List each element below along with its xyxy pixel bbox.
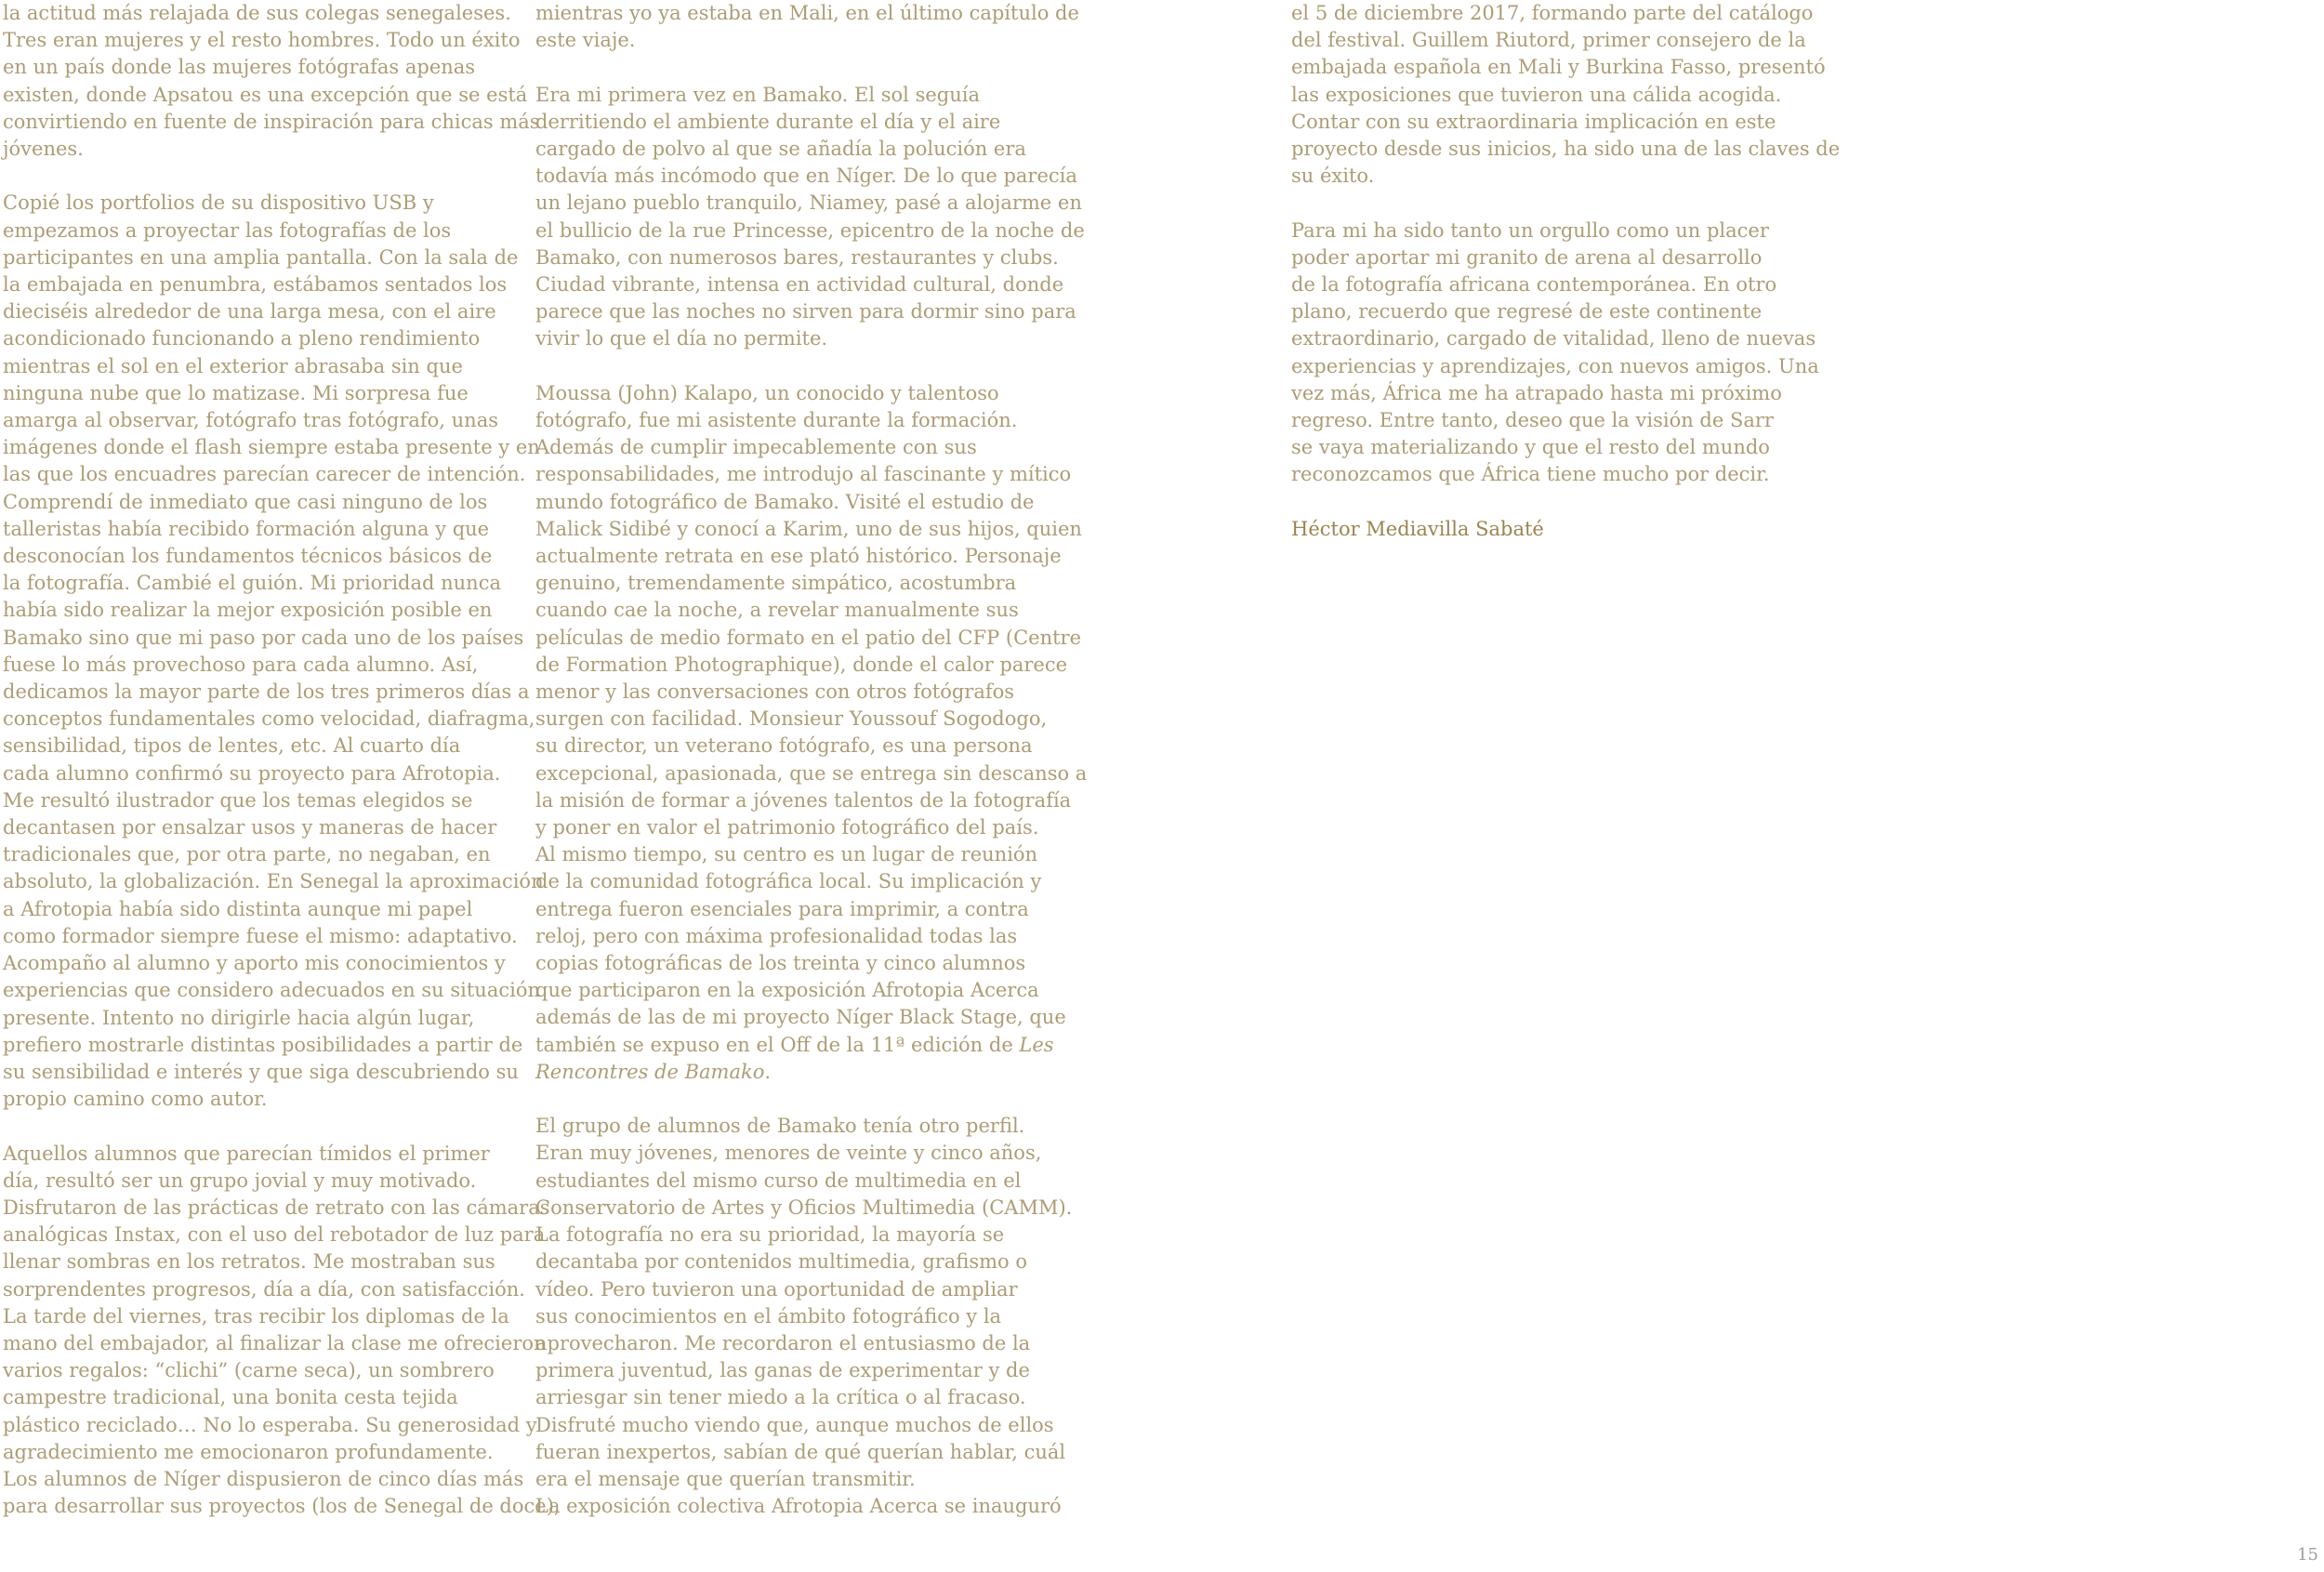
text-line: Ciudad vibrante, intensa en actividad cultural, donde (535, 273, 1064, 297)
text-line: parece que las noches no sirven para dormir sino para (535, 300, 1076, 324)
text-line: era el mensaje que querían transmitir. (535, 1467, 916, 1490)
text-line: ninguna nube que lo matizase. Mi sorpresa fue (3, 381, 469, 404)
text-line: Al mismo tiempo, su centro es un lugar de reunión (535, 843, 1038, 866)
text-line: decantaba por contenidos multimedia, grafismo o (535, 1250, 1027, 1274)
author-signature: Héctor Mediavilla Sabaté (1291, 517, 1544, 540)
text-line: Copié los portfolios de su dispositivo USB y (3, 192, 434, 215)
text-line: La exposición colectiva Afrotopia Acerca se inauguró (535, 1495, 1062, 1518)
text-line: genuino, tremendamente simpático, acostumbra (535, 572, 1017, 595)
text-line: experiencias y aprendizajes, con nuevos amigos. Una (1291, 354, 1819, 377)
text-line: analógicas Instax, con el uso del rebotador de luz para (3, 1223, 546, 1247)
text-line: sus conocimientos en el ámbito fotográfico y la (535, 1304, 1002, 1328)
text-line: talleristas había recibido formación alguna y que (3, 517, 490, 540)
text-line: agradecimiento me emocionaron profundamente. (3, 1440, 494, 1463)
text-line: menor y las conversaciones con otros fotógrafos (535, 680, 1015, 704)
text-line: la fotografía. Cambié el guión. Mi prioridad nunca (3, 572, 501, 595)
text-line: todavía más incómodo que en Níger. De lo que parecía (535, 165, 1077, 188)
text-line: regreso. Entre tanto, deseo que la visión de Sarr (1291, 409, 1774, 432)
text-line: había sido realizar la mejor exposición posible en (3, 599, 493, 622)
text-line: cada alumno confirmó su proyecto para Afrotopia. (3, 761, 501, 785)
text-line: mientras yo ya estaba en Mali, en el último capítulo de (535, 2, 1079, 24)
text-line: este viaje. (535, 29, 636, 52)
text-line: aprovecharon. Me recordaron el entusiasmo de la (535, 1331, 1031, 1354)
text-line: Acompaño al alumno y aporto mis conocimientos y (3, 952, 506, 975)
text-line: para desarrollar sus proyectos (los de Senegal de doce), (3, 1495, 561, 1518)
text-line: Los alumnos de Níger dispusieron de cinco días más (3, 1467, 524, 1490)
text-line: Eran muy jóvenes, menores de veinte y cinco años, (535, 1142, 1042, 1165)
text-line: existen, donde Apsatou es una excepción que se está (3, 83, 528, 106)
text-line: fotógrafo, fue mi asistente durante la formación. (535, 409, 1018, 432)
text-line: las exposiciones que tuvieron una cálida acogida. (1291, 83, 1782, 106)
paragraph (1291, 0, 1841, 190)
text-line: propio camino como autor. (3, 1088, 268, 1111)
paragraph (535, 0, 1079, 54)
paragraph (1291, 218, 1819, 489)
text-line: plástico reciclado… No lo esperaba. Su generosidad y (3, 1413, 537, 1436)
text-line: vídeo. Pero tuvieron una oportunidad de ampliar (535, 1277, 1018, 1301)
text-line: películas de medio formato en el patio del CFP (Centre (535, 626, 1081, 649)
text-line: proyecto desde sus inicios, ha sido una de las claves de (1291, 138, 1841, 161)
text-line: Contar con su extraordinaria implicación en este (1291, 110, 1776, 133)
text-line: responsabilidades, me introdujo al fascinante y mítico (535, 463, 1072, 486)
text-line: su director, un veterano fotógrafo, es una persona (535, 734, 1033, 758)
text-line: mundo fotográfico de Bamako. Visité el estudio de (535, 490, 1035, 513)
text-line: Bamako, con numerosos bares, restaurantes y clubs. (535, 245, 1059, 269)
text-line: Rencontres de Bamako. (535, 1060, 772, 1083)
text-line: Además de cumplir impecablemente con sus (535, 436, 977, 459)
text-line: Disfruté mucho viendo que, aunque muchos de ellos (535, 1413, 1054, 1436)
text-line: se vaya materializando y que el resto del mundo (1291, 436, 1770, 459)
paragraph (3, 190, 544, 1113)
text-line: que participaron en la exposición Afrotopia Acerca (535, 979, 1039, 1002)
text-line: Aquellos alumnos que parecían tímidos el primer (3, 1142, 490, 1165)
paragraph (535, 380, 1088, 1086)
text-line: decantasen por ensalzar usos y maneras de hacer (3, 816, 497, 839)
text-line: un lejano pueblo tranquilo, Niamey, pasé a alojarme en (535, 192, 1082, 215)
paragraph (3, 1141, 561, 1521)
text-line: la actitud más relajada de sus colegas senegaleses. (3, 2, 511, 24)
text-line: acondicionado funcionando a pleno rendimiento (3, 327, 481, 350)
text-line: tradicionales que, por otra parte, no negaban, en (3, 843, 491, 866)
page-number: 15 (2297, 1545, 2318, 1565)
text-line: además de las de mi proyecto Níger Black Stage, que (535, 1006, 1066, 1029)
text-line: Bamako sino que mi paso por cada uno de los países (3, 626, 524, 649)
text-line: empezamos a proyectar las fotografías de los (3, 218, 452, 242)
text-line: actualmente retrata en ese plató histórico. Personaje (535, 545, 1062, 568)
text-line: el bullicio de la rue Princesse, epicentro de la noche de (535, 218, 1085, 242)
text-line: su éxito. (1291, 165, 1375, 188)
paragraph (535, 1113, 1073, 1520)
text-line: poder aportar mi granito de arena al desarrollo (1291, 245, 1763, 269)
text-line: día, resultó ser un grupo jovial y muy motivado. (3, 1169, 477, 1192)
text-line: sorprendentes progresos, día a día, con satisfacción. (3, 1277, 525, 1301)
text-line: reloj, pero con máxima profesionalidad todas las (535, 924, 1018, 947)
text-line: surgen con facilidad. Monsieur Youssouf Sogodogo, (535, 707, 1048, 731)
text-line: fueran inexpertos, sabían de qué querían hablar, cuál (535, 1440, 1066, 1463)
text-line: excepcional, apasionada, que se entrega sin descanso a (535, 761, 1088, 785)
text-line: extraordinario, cargado de vitalidad, lleno de nuevas (1291, 327, 1816, 350)
text-line: su sensibilidad e interés y que siga descubriendo su (3, 1060, 519, 1083)
text-line: presente. Intento no dirigirle hacia algún lugar, (3, 1006, 475, 1029)
text-line: Me resultó ilustrador que los temas elegidos se (3, 788, 473, 812)
text-line: del festival. Guillem Riutord, primer consejero de la (1291, 29, 1806, 52)
text-column-3-body (1291, 0, 1841, 489)
text-line: La tarde del viernes, tras recibir los diplomas de la (3, 1304, 509, 1328)
text-line: absoluto, la globalización. En Senegal la aproximación (3, 870, 544, 893)
text-line: en un país donde las mujeres fotógrafas apenas (3, 56, 476, 79)
festival-title-part-1: Les (1019, 1033, 1054, 1056)
text-line: llenar sombras en los retratos. Me mostraban sus (3, 1250, 495, 1274)
text-line: también se expuso en el Off de la 11ª edición de Les (535, 1033, 1054, 1056)
text-line: entrega fueron esenciales para imprimir, a contra (535, 897, 1029, 920)
text-line: prefiero mostrarle distintas posibilidades a partir de (3, 1033, 523, 1056)
text-line: experiencias que considero adecuados en su situación (3, 979, 540, 1002)
text-line: Era mi primera vez en Bamako. El sol seguía (535, 83, 980, 106)
text-line: vivir lo que el día no permite. (535, 327, 828, 350)
text-line: La fotografía no era su prioridad, la mayoría se (535, 1223, 1005, 1247)
text-line: embajada española en Mali y Burkina Fasso, presentó (1291, 56, 1826, 79)
text-line: amarga al observar, fotógrafo tras fotógrafo, unas (3, 409, 498, 432)
text-line: de Formation Photographique), donde el calor parece (535, 653, 1068, 676)
text-line: copias fotográficas de los treinta y cinco alumnos (535, 952, 1026, 975)
text-line: convirtiendo en fuente de inspiración para chicas más (3, 110, 540, 133)
text-line: imágenes donde el flash siempre estaba presente y en (3, 436, 540, 459)
text-column-2 (535, 0, 1088, 1548)
text-line: sensibilidad, tipos de lentes, etc. Al cuarto día (3, 734, 461, 758)
text-line: cuando cae la noche, a revelar manualmente sus (535, 599, 1019, 622)
text-line: mano del embajador, al finalizar la clase me ofrecieron (3, 1331, 547, 1354)
text-line: Malick Sidibé y conocí a Karim, uno de sus hijos, quien (535, 517, 1082, 540)
text-line: arriesgar sin tener miedo a la crítica o al fracaso. (535, 1386, 1026, 1409)
text-line: como formador siempre fuese el mismo: adaptativo. (3, 924, 518, 947)
text-line: Tres eran mujeres y el resto hombres. Todo un éxito (3, 29, 521, 52)
paragraph (3, 0, 540, 163)
text-line: Conservatorio de Artes y Oficios Multimedia (CAMM). (535, 1196, 1073, 1219)
text-line: varios regalos: “clichi” (carne seca), un sombrero (3, 1359, 495, 1382)
text-line: estudiantes del mismo curso de multimedia en el (535, 1169, 1022, 1192)
text-line: desconocían los fundamentos técnicos básicos de (3, 545, 493, 568)
text-line: plano, recuerdo que regresé de este continente (1291, 300, 1763, 324)
text-line: reconozcamos que África tiene mucho por decir. (1291, 463, 1770, 486)
text-line: El grupo de alumnos de Bamako tenía otro perfil. (535, 1115, 1025, 1138)
text-line: dedicamos la mayor parte de los tres primeros días a (3, 680, 530, 704)
text-line: participantes en una amplia pantalla. Con la sala de (3, 245, 519, 269)
text-line: fuese lo más provechoso para cada alumno. Así, (3, 653, 479, 676)
paragraph (535, 82, 1085, 353)
text-line: jóvenes. (3, 138, 84, 161)
text-line: y poner en valor el patrimonio fotográfico del país. (535, 816, 1039, 839)
text-column-1 (3, 0, 561, 1548)
text-column-3 (1291, 0, 1841, 570)
text-line: derritiendo el ambiente durante el día y el aire (535, 110, 1001, 133)
text-line: a Afrotopia había sido distinta aunque mi papel (3, 897, 473, 920)
text-line: las que los encuadres parecían carecer de intención. (3, 463, 526, 486)
text-line: Disfrutaron de las prácticas de retrato con las cámaras (3, 1196, 550, 1219)
text-line: conceptos fundamentales como velocidad, diafragma, (3, 707, 535, 731)
festival-title-part-2: Rencontres de Bamako (535, 1060, 765, 1083)
text-line: el 5 de diciembre 2017, formando parte del catálogo (1291, 2, 1814, 24)
text-line: mientras el sol en el exterior abrasaba sin que (3, 354, 463, 377)
text-line: Comprendí de inmediato que casi ninguno de los (3, 490, 488, 513)
text-line: de la comunidad fotográfica local. Su implicación y (535, 870, 1042, 893)
text-line: cargado de polvo al que se añadía la polución era (535, 138, 1026, 160)
text-line: vez más, África me ha atrapado hasta mi próximo (1291, 381, 1782, 404)
text-line: la misión de formar a jóvenes talentos de la fotografía (535, 788, 1072, 812)
text-line: Moussa (John) Kalapo, un conocido y talentoso (535, 381, 999, 404)
text-line: de la fotografía africana contemporánea. En otro (1291, 273, 1777, 297)
text-line: campestre tradicional, una bonita cesta tejida (3, 1386, 458, 1409)
text-line: Para mi ha sido tanto un orgullo como un placer (1291, 218, 1769, 242)
text-line: la embajada en penumbra, estábamos sentados los (3, 273, 508, 297)
text-line: primera juventud, las ganas de experimentar y de (535, 1359, 1030, 1382)
text-line: dieciséis alrededor de una larga mesa, con el aire (3, 300, 496, 324)
